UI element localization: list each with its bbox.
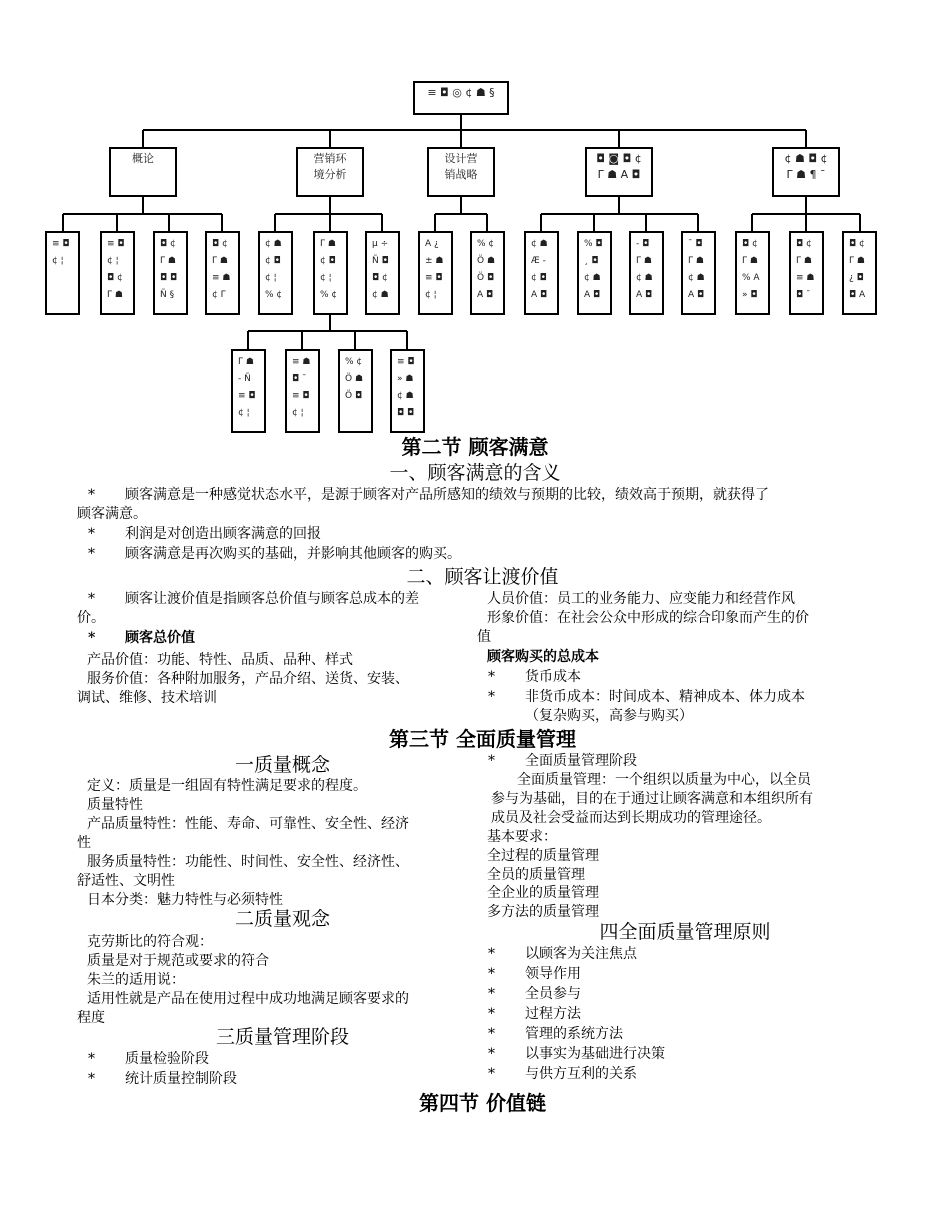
principle-item: 全员参与 [525,986,581,1002]
tqm-definition-line1: 全面质量管理：一个组织以质量为中心，以全员 [517,772,811,788]
level2-node-label: Ñ ◘ [372,256,389,266]
level2-node-label: Γ ☗ [636,256,652,266]
level2-node-label: A ◘ [636,290,653,300]
bullet-marker: * [88,526,95,542]
level2-node-label: ¢ ¦ [52,256,64,266]
juran-definition-line2: 程度 [77,1010,105,1026]
crosby-definition: 质量是对于规范或要求的符合 [87,953,269,969]
bullet-marker: * [488,1066,495,1082]
level2-node-label: ¢ ¦ [425,290,437,300]
bullet-marker: * [88,591,95,607]
total-cost-heading: 顾客购买的总成本 [487,649,599,665]
level2-node-label: A ◘ [477,290,494,300]
level3-node-label: Γ ☗ [238,357,254,367]
level3-node-label: ≡ ◘ [397,357,415,367]
tqm-definition-line2: 参与为基础，目的在于通过让顾客满意和本组织所有 [491,791,813,807]
satisfaction-def-line2: 顾客满意。 [77,506,147,522]
level2-node-label: ≡ ◘ [52,239,70,249]
heading-quality-concept: 一质量概念 [234,754,330,776]
quality-definition: 定义：质量是一组固有特性满足要求的程度。 [87,778,367,794]
level2-node-label: ¢ ☗ [372,290,389,300]
level2-node-label: ◘ A [849,290,866,300]
level2-node-label: µ ÷ [372,239,389,249]
level1-node-label: ◘ ◙ ◘ ¢ [596,152,642,165]
image-value-line2: 值 [477,629,491,645]
section-2-title: 第二节 顾客满意 [401,435,549,459]
root-node-label: ≡ ◘ ◎ ¢ ☗ § [427,86,495,99]
bullet-marker: * [488,946,495,962]
level2-node-label: % ¢ [265,290,283,300]
level1-node-label: Γ ☗ A ◘ [597,168,641,181]
bullet-marker: * [488,1026,495,1042]
level2-node-label: ◘ ◘ [160,273,178,283]
org-chart-diagram [0,0,950,440]
level1-node-label: 境分析 [313,168,347,181]
level2-node-label: ¢ ◘ [265,256,281,266]
level2-node-label: ≡ ☗ [796,273,815,283]
service-traits-line2: 舒适性、文明性 [77,873,175,889]
profit-reward-text: 利润是对创造出顾客满意的回报 [125,526,321,542]
level1-node-label: 设计营 [444,152,478,165]
requirement-3: 全企业的质量管理 [487,885,599,901]
level2-node-label: ± ☗ [425,256,444,266]
level2-node-label: Γ ☗ [160,256,176,266]
juran-definition-line1: 适用性就是产品在使用过程中成功地满足顾客要求的 [87,991,409,1007]
level2-node-label: Γ ☗ [320,239,336,249]
level2-node-label: ¢ ◘ [320,256,336,266]
level2-node-label: % ◘ [584,239,603,249]
product-value-text: 产品价值：功能、特性、品质、品种、样式 [87,652,353,668]
level2-node-label: ◘ ¢ [796,239,812,249]
bullet-marker: * [88,487,95,503]
requirement-4: 多方法的质量管理 [487,904,599,920]
tqm-definition-line3: 成员及社会受益而达到长期成功的管理途径。 [491,810,771,826]
section-3-title: 第三节 全面质量管理 [389,727,576,751]
service-value-line1: 服务价值：各种附加服务，产品介绍、送货、安装、 [87,671,409,687]
bullet-marker: * [488,669,495,685]
juran-label: 朱兰的适用说： [87,972,185,988]
level2-node-label: % A [742,273,760,283]
bullet-marker: * [488,966,495,982]
level2-node-label: % ¢ [320,290,338,300]
requirement-1: 全过程的质量管理 [487,848,599,864]
level2-node-label: ¿ ◘ [849,273,864,283]
heading-quality-stages: 三质量管理阶段 [215,1026,349,1048]
level3-node-label: - Ñ [238,374,251,384]
level1-node-label: 销战略 [444,168,478,181]
bullet-marker: * [88,1071,95,1087]
section-4-title: 第四节 价值链 [419,1091,546,1115]
level2-node-label: Γ ☗ [796,256,812,266]
stage-inspection: 质量检验阶段 [125,1051,209,1067]
level2-node-label: ◘ ¢ [849,239,865,249]
nonmoney-cost-text: 非货币成本：时间成本、精神成本、体力成本 [525,689,805,705]
principle-item: 以事实为基础进行决策 [525,1046,665,1062]
level2-node-label: A ◘ [688,290,705,300]
japan-classification: 日本分类：魅力特性与必须特性 [87,892,283,908]
heading-delivered-value: 二、顾客让渡价值 [406,566,559,588]
heading-satisfaction-meaning: 一、顾客满意的含义 [389,462,561,484]
level2-node-label: ¢ ☗ [584,273,601,283]
level2-node-label: ¢ ¦ [320,273,332,283]
basic-requirements-label: 基本要求： [487,829,557,845]
level3-node-label: ≡ ◘ [238,391,256,401]
level2-node-label: ◘ ¢ [742,239,758,249]
level2-node-label: ◘ ¢ [107,273,123,283]
product-traits-line2: 性 [77,835,91,851]
level2-node-label: A ◘ [531,290,548,300]
level2-node-label: Γ ☗ [212,256,228,266]
level2-node-label: Γ ☗ [742,256,758,266]
requirement-2: 全员的质量管理 [487,867,585,883]
bullet-marker: * [488,689,495,705]
level2-node-label: ≡ ◘ [425,273,443,283]
bullet-marker: * [88,630,96,646]
level2-node-label: A ◘ [584,290,601,300]
bullet-marker: * [488,1046,495,1062]
level2-node-label: ¸ ◘ [584,256,599,266]
level2-node-label: ≡ ☗ [212,273,231,283]
bullet-marker: * [488,986,495,1002]
level2-node-label: ¢ ◘ [531,273,547,283]
level2-node-label: ¢ ¦ [265,273,277,283]
level2-node-label: ≡ ◘ [107,239,125,249]
satisfaction-def-line1: 顾客满意是一种感觉状态水平，是源于顾客对产品所感知的绩效与预期的比较，绩效高于预期，就获得了 [125,487,769,503]
level3-node-label: » ☗ [397,374,414,384]
bullet-marker: * [88,546,95,562]
level2-node-label: ¢ ☗ [688,273,705,283]
level2-node-label: ¢ ☗ [636,273,653,283]
bullet-marker: * [88,1051,95,1067]
level3-node-label: ≡ ☗ [292,357,311,367]
level2-node-label: Γ ☗ [107,290,123,300]
product-traits-line1: 产品质量特性：性能、寿命、可靠性、安全性、经济 [87,816,409,832]
level2-node-label: % ¢ [477,239,495,249]
level2-node-label: ◘ ¢ [372,273,388,283]
level2-node-label: ¯ ◘ [688,239,703,249]
level3-node-label: ¢ ¦ [238,408,250,418]
level2-node-label: ¢ ☗ [265,239,282,249]
level2-node-label: ¢ ¦ [107,256,119,266]
staff-value-text: 人员价值：员工的业务能力、应变能力和经营作风 [487,591,795,607]
level1-node-label: Γ ☗ ¶ ¯ [786,168,826,181]
level2-node-label: ¢ Γ [212,290,226,300]
stage-tqm: 全面质量管理阶段 [525,753,637,769]
level3-node-label: % ¢ [345,357,363,367]
level2-node-label: Ö ◘ [477,273,495,283]
level3-node-label: ¢ ☗ [397,391,414,401]
principle-item: 领导作用 [525,966,581,982]
quality-traits-label: 质量特性 [87,797,143,813]
level2-node-label: Æ - [531,256,546,266]
principle-item: 与供方互利的关系 [525,1066,637,1082]
level3-node-label: ¢ ¦ [292,408,304,418]
level2-node-label: A ¿ [425,239,439,249]
level2-node-label: ◘ ¢ [160,239,176,249]
delivered-value-def-line2: 价。 [77,610,105,626]
total-value-heading: 顾客总价值 [125,630,195,646]
level2-node-label: Γ ☗ [849,256,865,266]
level3-node-label: ≡ ◘ [292,391,310,401]
level2-node-label: ◘ ¯ [796,290,811,300]
level1-node-label: 概论 [132,152,154,165]
heading-tqm-principles: 四全面质量管理原则 [599,921,771,943]
nonmoney-cost-note: （复杂购买，高参与购买） [525,708,693,724]
principle-item: 以顾客为关注焦点 [525,946,637,962]
level3-node-label: ◘ ◘ [397,408,415,418]
bullet-marker: * [488,753,495,769]
level2-node-label: Γ ☗ [688,256,704,266]
level3-node-label: Ö ☗ [345,374,364,384]
principle-item: 过程方法 [525,1006,581,1022]
delivered-value-def-line1: 顾客让渡价值是指顾客总价值与顾客总成本的差 [125,591,419,607]
stage-statistical-control: 统计质量控制阶段 [125,1071,237,1087]
repurchase-basis-text: 顾客满意是再次购买的基础，并影响其他顾客的购买。 [125,546,461,562]
level1-node-label: ¢ ☗ ◘ ¢ [784,152,828,165]
level2-node-label: Ñ § [160,290,175,300]
money-cost-text: 货币成本 [525,669,581,685]
bullet-marker: * [488,1006,495,1022]
level2-node-label: Ö ☗ [477,256,496,266]
level2-node-label: - ◘ [636,239,650,249]
level2-node-label: ◘ ¢ [212,239,228,249]
service-traits-line1: 服务质量特性：功能性、时间性、安全性、经济性、 [87,854,409,870]
service-value-line2: 调试、维修、技术培训 [77,690,217,706]
heading-quality-view: 二质量观念 [234,908,330,930]
image-value-line1: 形象价值：在社会公众中形成的综合印象而产生的价 [487,610,809,626]
level2-node-label: » ◘ [742,290,758,300]
level3-node-label: ◘ ¯ [292,374,307,384]
crosby-label: 克劳斯比的符合观： [87,934,213,950]
level3-node-label: Ö ◘ [345,391,363,401]
level1-node-label: 营销环 [313,152,347,165]
level2-node-label: ¢ ☗ [531,239,548,249]
principle-item: 管理的系统方法 [525,1026,623,1042]
